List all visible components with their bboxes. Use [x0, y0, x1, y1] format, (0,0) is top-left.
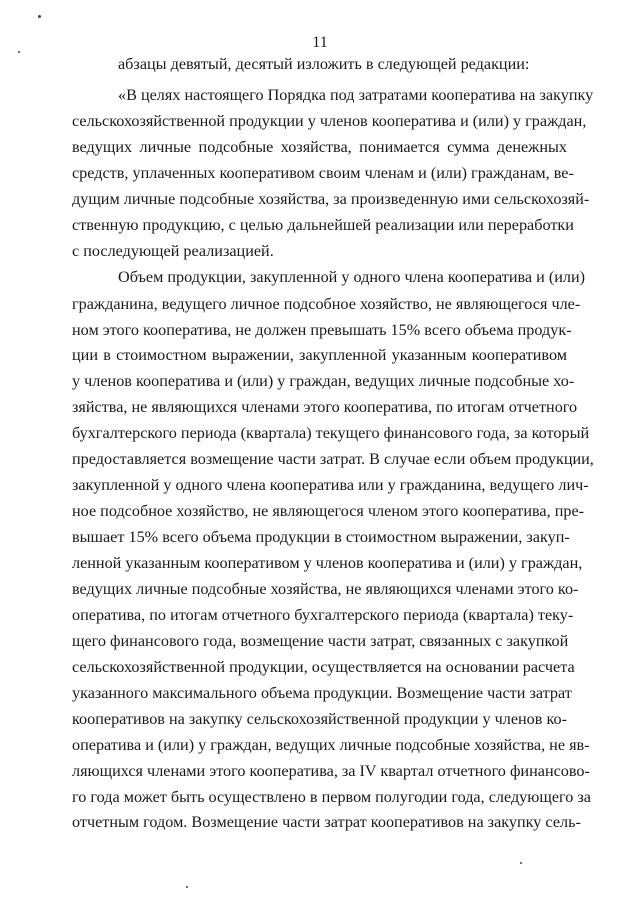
text-line: закупленной у одного члена кооператива или у гражданина, ведущего лич-	[72, 476, 589, 494]
scan-speck	[520, 862, 522, 864]
text-line: оператива и (или) у граждан, ведущих личные подсобные хозяйства, не яв-	[72, 736, 590, 754]
text-line: с последующей реализацией.	[72, 242, 274, 260]
scan-speck	[18, 51, 20, 53]
text-line: оператива, по итогам отчетного бухгалтерского периода (квартала) теку-	[72, 606, 574, 624]
text-line: вышает 15% всего объема продукции в стоимостном выражении, закуп-	[72, 528, 570, 546]
scan-speck	[186, 886, 188, 888]
text-line: ляющихся членами этого кооператива, за IV квартал отчетного финансово-	[72, 762, 590, 780]
text-line: «В целях настоящего Порядка под затратами кооператива на закупку	[118, 86, 594, 104]
text-line: ственную продукцию, с целью дальнейшей реализации или переработки	[72, 216, 574, 234]
text-line: щего финансового года, возмещение части затрат, связанных с закупкой	[72, 632, 569, 650]
text-line: средств, уплаченных кооперативом своим членам и (или) гражданам, ве-	[72, 164, 574, 182]
text-line: ном этого кооператива, не должен превышать 15% всего объема продук-	[72, 321, 572, 339]
text-line: зяйства, не являющихся членами этого кооператива, по итогам отчетного	[72, 398, 578, 416]
text-line: отчетным годом. Возмещение части затрат кооперативов на закупку сель-	[72, 813, 581, 831]
text-line: предоставляется возмещение части затрат. В случае если объем продукции,	[72, 450, 594, 468]
text-line: сельскохозяйственной продукции, осуществляется на основании расчета	[72, 658, 575, 676]
text-line: гражданина, ведущего личное подсобное хозяйство, не являющегося чле-	[72, 295, 581, 313]
text-line: го года может быть осуществлено в первом полугодии года, следующего за	[72, 788, 591, 806]
text-line: ное подсобное хозяйство, не являющегося членом этого кооператива, пре-	[72, 502, 585, 520]
text-line: абзацы девятый, десятый изложить в следующей редакции:	[118, 55, 530, 73]
text-line: Объем продукции, закупленной у одного члена кооператива и (или)	[118, 268, 586, 286]
text-line: бухгалтерского периода (квартала) текущего финансового года, за который	[72, 424, 590, 442]
text-line: ленной указанным кооперативом у членов кооператива и (или) у граждан,	[72, 554, 583, 572]
scan-speck	[38, 15, 41, 18]
text-line: кооперативов на закупку сельскохозяйственной продукции у членов ко-	[72, 710, 567, 728]
text-line: у членов кооператива и (или) у граждан, ведущих личные подсобные хо-	[72, 372, 575, 390]
page-number: 11	[312, 34, 328, 51]
text-line: ции в стоимостном выражении, закупленной указанным кооперативом	[72, 346, 567, 364]
text-line: указанного максимального объема продукции. Возмещение части затрат	[72, 684, 572, 702]
text-line: ведущих личные подсобные хозяйства, не являющихся членами этого ко-	[72, 580, 579, 598]
text-line: ведущих личные подсобные хозяйства, понимается сумма денежных	[72, 138, 567, 156]
text-line: сельскохозяйственной продукции у членов кооператива и (или) у граждан,	[72, 112, 587, 130]
text-line: дущим личные подсобные хозяйства, за произведенную ими сельскохозяй-	[72, 190, 590, 208]
